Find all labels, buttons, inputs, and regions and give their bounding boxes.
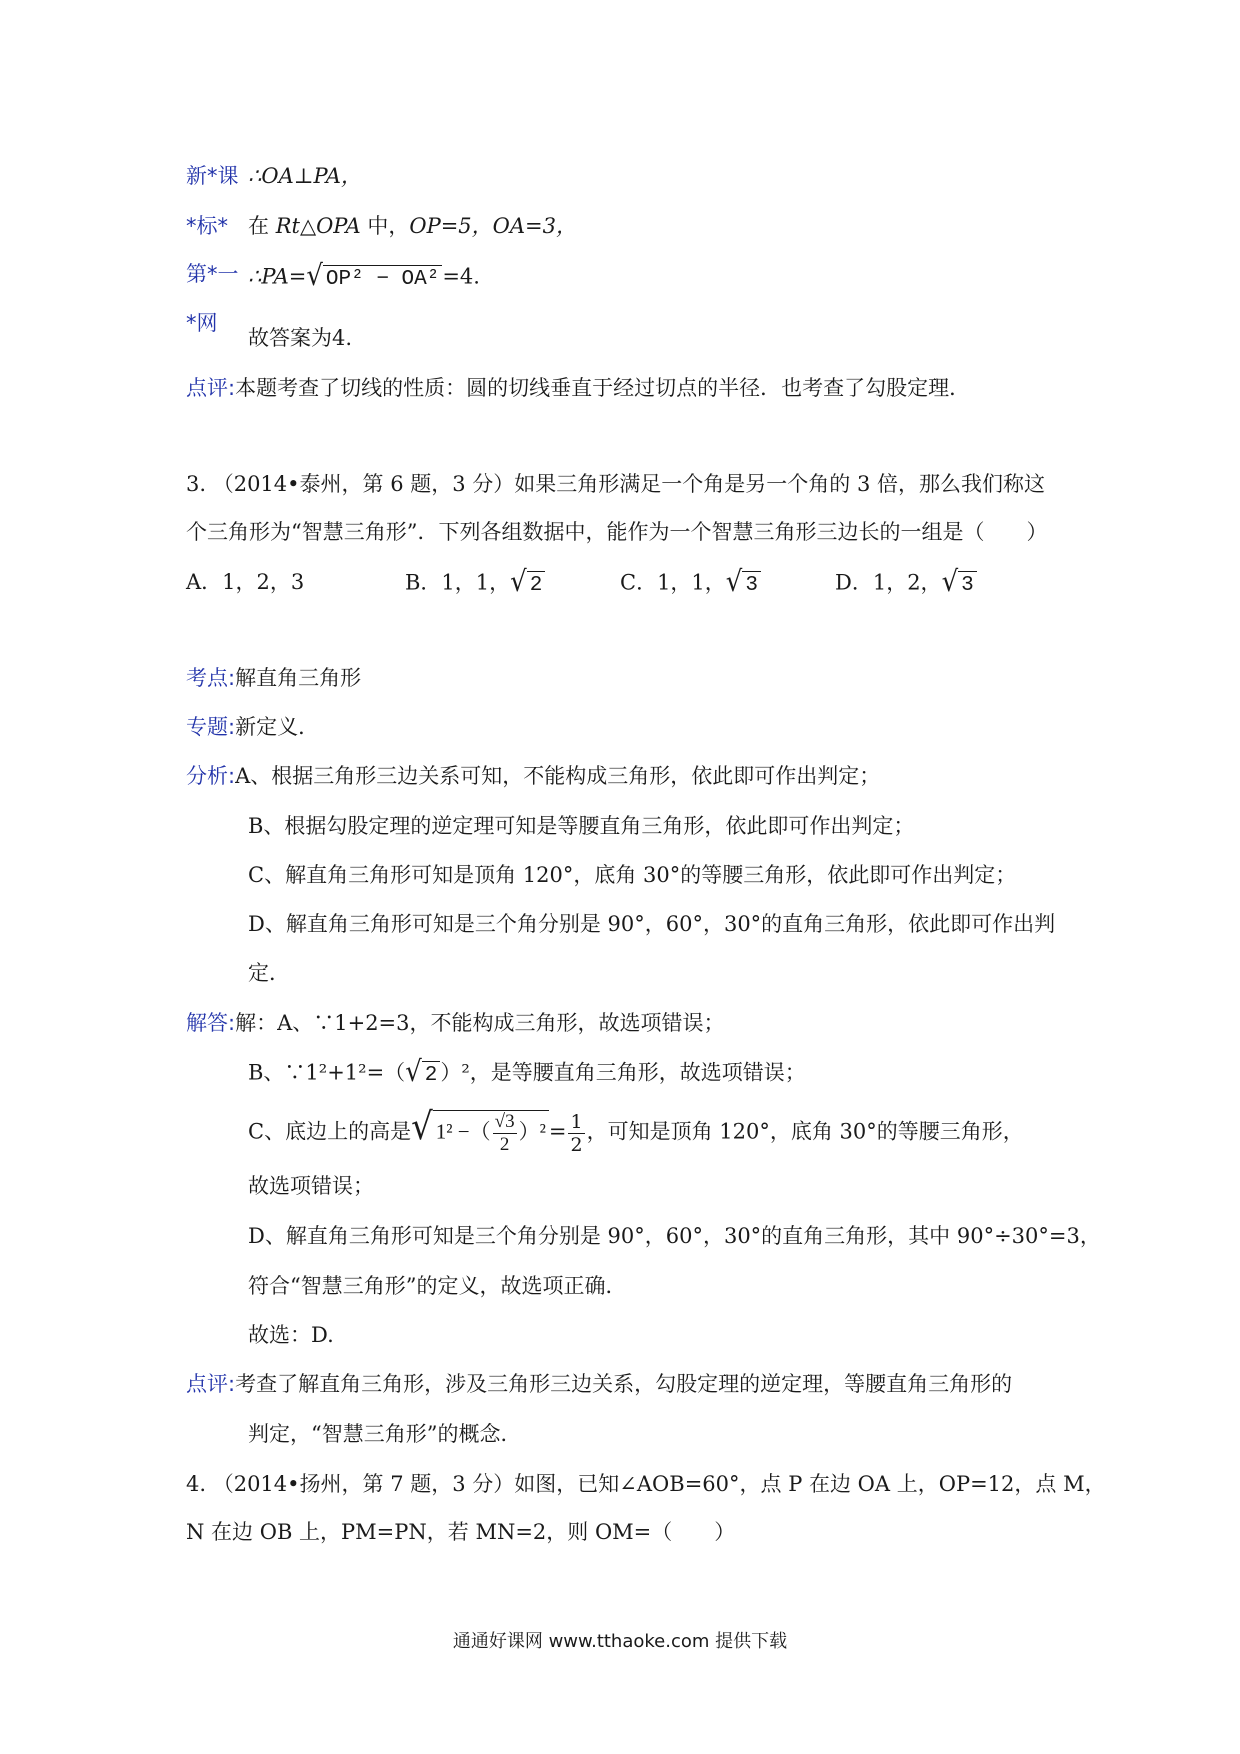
q3-stem-2: 个三角形为“智慧三角形”．下列各组数据中，能作为一个智慧三角形三边长的一组是（ ）: [186, 520, 1048, 544]
q4-stem-2: N 在边 OB 上，PM=PN，若 MN=2，则 OM=（ ）: [186, 1520, 736, 1544]
prev-line-1: ∴OA⊥PA，: [248, 164, 362, 188]
sqrt-pa: √ OP² − OA²: [306, 262, 442, 294]
prev-line-3: ∴PA=√ OP² − OA² =4.: [248, 259, 480, 293]
q3-option-a: A．1，2，3: [186, 570, 305, 594]
answer-choice: 故选：D.: [248, 1323, 334, 1347]
answer-b: B、∵1²+1²=（√ 2 ）²，是等腰直角三角形，故选项错误；: [248, 1055, 806, 1089]
answer-d-2: 符合“智慧三角形”的定义，故选项正确．: [248, 1274, 627, 1298]
fenxi-b: B、根据勾股定理的逆定理可知是等腰直角三角形，依此即可作出判定；: [248, 814, 915, 838]
fenxi-c: C、解直角三角形可知是顶角 120°，底角 30°的等腰三角形，依此即可作出判定；: [248, 863, 1017, 887]
q3-stem-1: 3. （2014•泰州，第 6 题，3 分）如果三角形满足一个角是另一个角的 3 倍，那么我们称这: [186, 472, 1045, 496]
margin-label-3: 第*一: [186, 262, 239, 286]
answer-c-2: 故选项错误；: [248, 1174, 374, 1198]
q3-option-d: D．1，2，√ 3: [835, 568, 977, 600]
fenxi-a: 分析:A、根据三角形三边关系可知，不能构成三角形，依此即可作出判定；: [186, 764, 881, 788]
margin-label-2: *标*: [186, 214, 228, 238]
fenxi-d-2: 定．: [248, 961, 290, 985]
q3-option-c: C．1，1，√ 3: [620, 568, 761, 600]
answer-c-1: C、底边上的高是√ 1² −（ $\frac{√3}{2}$ ）² = $\frac{1}{2}$ ，可知是顶角 120°，底角 30°的等腰三角形，: [248, 1105, 1024, 1156]
margin-label-1: 新*课: [186, 164, 239, 188]
prev-line-2: 在 Rt△OPA 中，OP=5，OA=3，: [248, 214, 578, 238]
review-1: 点评:本题考查了切线的性质：圆的切线垂直于经过切点的半径．也考查了勾股定理．: [186, 376, 971, 400]
page-footer: 通通好课网 www.tthaoke.com 提供下载: [452, 1631, 788, 1652]
kaodian: 考点:解直角三角形: [186, 666, 362, 690]
review-2-2: 判定，“智慧三角形”的概念．: [248, 1422, 522, 1446]
zhuanti: 专题:新定义．: [186, 715, 320, 739]
prev-line-4: 故答案为4.: [248, 326, 353, 350]
review-2-1: 点评:考查了解直角三角形，涉及三角形三边关系，勾股定理的逆定理，等腰直角三角形的: [186, 1372, 1013, 1396]
answer-a: 解答:解：A、∵1+2=3，不能构成三角形，故选项错误；: [186, 1011, 725, 1035]
q4-stem-1: 4. （2014•扬州，第 7 题，3 分）如图，已知∠AOB=60°，点 P 在边 OA 上，OP=12，点 M，: [186, 1472, 1106, 1496]
fenxi-d-1: D、解直角三角形可知是三个角分别是 90°，60°，30°的直角三角形，依此即可作出判: [248, 912, 1056, 936]
answer-d-1: D、解直角三角形可知是三个角分别是 90°，60°，30°的直角三角形，其中 90°÷30°=3，: [248, 1224, 1101, 1248]
margin-label-4: *网: [186, 311, 218, 335]
q3-option-b: B．1，1，√ 2: [405, 568, 545, 600]
